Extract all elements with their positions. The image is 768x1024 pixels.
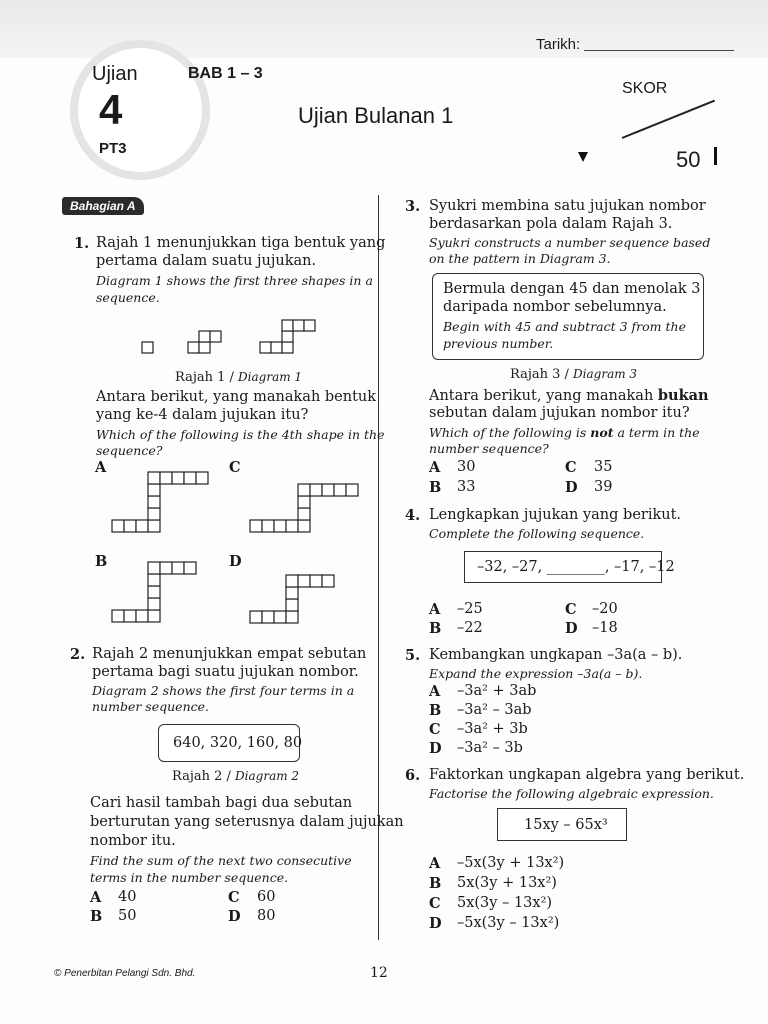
q3-option-b-label: B: [429, 479, 442, 496]
q1-option-a-shape: [110, 470, 220, 535]
test-number: 4: [99, 86, 123, 133]
q2-option-a: 40: [118, 889, 137, 905]
page-number: 12: [370, 965, 388, 981]
q4-option-b: –22: [457, 620, 483, 636]
q6-expression-box: [497, 808, 627, 841]
date-line: [584, 50, 734, 51]
q2-text-en-1: Diagram 2 shows the first four terms in a: [92, 683, 355, 698]
q2-option-b-label: B: [90, 908, 103, 925]
diagram-1-caption: Rajah 1 / Diagram 1: [175, 370, 303, 385]
q1-number: 1.: [74, 235, 90, 252]
shape-3: [260, 320, 315, 353]
q1-text-en-2: sequence.: [96, 290, 160, 305]
q2-option-c: 60: [257, 889, 276, 905]
q4-option-d-label: D: [565, 620, 578, 637]
q1-text-ms-1: Rajah 1 menunjukkan tiga bentuk yang: [96, 235, 386, 251]
score-marker-right: [714, 147, 717, 165]
q1-option-d-shape: [248, 573, 343, 625]
q4-number: 4.: [405, 507, 421, 524]
q2-text-ms-1: Rajah 2 menunjukkan empat sebutan: [92, 646, 367, 662]
q2-number: 2.: [70, 646, 86, 663]
q4-sequence-box: [464, 551, 675, 583]
q3-stem-1: Antara berikut, yang manakah bukan: [429, 387, 709, 404]
q1-stem-ms-2: yang ke-4 dalam jujukan itu?: [96, 407, 309, 423]
q2-text-en-2: number sequence.: [92, 699, 209, 714]
shape-1: [142, 342, 153, 353]
q3-option-d: 39: [594, 479, 613, 495]
score-label: SKOR: [622, 80, 668, 97]
score-total: 50: [676, 147, 701, 172]
q2-stem-1: Cari hasil tambah bagi dua sebutan: [90, 795, 353, 811]
test-badge: [70, 40, 210, 180]
q3-option-d-label: D: [565, 479, 578, 496]
q2-option-d: 80: [257, 908, 276, 924]
q2-stem-2: berturutan yang seterusnya dalam jujukan: [90, 814, 404, 830]
q3-text-en-2: on the pattern in Diagram 3.: [429, 251, 611, 266]
q2-option-a-label: A: [90, 889, 102, 906]
diagram-3-ms-2: daripada nombor sebelumnya.: [443, 299, 667, 315]
q1-option-c-label: C: [229, 459, 241, 476]
q6-option-d: –5x(3y – 13x²): [457, 915, 560, 931]
q1-stem-ms-1: Antara berikut, yang manakah bentuk: [96, 389, 377, 405]
shape-2: [188, 331, 221, 353]
q4-sequence: –32, –27, ________, –17, –12: [477, 559, 675, 575]
q3-text-ms-2: berdasarkan pola dalam Rajah 3.: [429, 216, 673, 232]
q3-option-a: 30: [457, 459, 476, 475]
q3-option-a-label: A: [429, 459, 441, 476]
q1-option-a-label: A: [95, 459, 107, 476]
q5-text-ms: Kembangkan ungkapan –3a(a – b).: [429, 647, 683, 663]
q5-option-d: –3a² – 3b: [457, 740, 523, 756]
q2-text-ms-2: pertama bagi suatu jujukan nombor.: [92, 664, 359, 680]
q5-number: 5.: [405, 647, 421, 664]
score-slash: [622, 100, 715, 139]
q3-option-b: 33: [457, 479, 476, 495]
q3-stem-2: sebutan dalam jujukan nombor itu?: [429, 405, 690, 421]
q2-option-b: 50: [118, 908, 137, 924]
q4-text-en: Complete the following sequence.: [429, 526, 645, 541]
q3-stem-en-2: number sequence?: [429, 441, 549, 456]
q6-option-d-label: D: [429, 915, 442, 932]
diagram-2-box: [158, 724, 303, 762]
q6-number: 6.: [405, 767, 421, 784]
q4-option-d: –18: [592, 620, 618, 636]
q5-option-a-label: A: [429, 683, 441, 700]
q4-option-b-label: B: [429, 620, 442, 637]
diagram-3-box: [432, 273, 704, 360]
q2-option-c-label: C: [228, 889, 240, 906]
q3-option-c-label: C: [565, 459, 577, 476]
q5-option-c-label: C: [429, 721, 441, 738]
q6-option-c-label: C: [429, 895, 441, 912]
test-label: Ujian: [92, 63, 138, 85]
diagram-3-caption: Rajah 3 / Diagram 3: [510, 367, 638, 382]
q6-text-ms: Faktorkan ungkapan algebra yang berikut.: [429, 767, 745, 783]
q5-option-c: –3a² + 3b: [457, 721, 528, 737]
q1-option-d-label: D: [229, 553, 242, 570]
q1-option-b-label: B: [95, 553, 108, 570]
q1-text-ms-2: pertama dalam suatu jujukan.: [96, 253, 317, 269]
q4-option-a: –25: [457, 601, 483, 617]
q6-option-b: 5x(3y + 13x²): [457, 875, 557, 891]
q5-text-en: Expand the expression –3a(a – b).: [429, 666, 643, 681]
chapter-label: BAB 1 – 3: [188, 65, 263, 82]
q6-option-b-label: B: [429, 875, 442, 892]
diagram-2-caption: Rajah 2 / Diagram 2: [172, 769, 300, 784]
q1-option-c-shape: [248, 482, 363, 537]
q2-stem-en-1: Find the sum of the next two consecutive: [90, 853, 352, 868]
q6-option-a-label: A: [429, 855, 441, 872]
diagram-3-ms-1: Bermula dengan 45 dan menolak 3: [443, 281, 701, 297]
q6-option-c: 5x(3y – 13x²): [457, 895, 553, 911]
score-marker-left: [578, 152, 588, 162]
q2-stem-en-2: terms in the number sequence.: [90, 870, 289, 885]
diagram-3-en-2: previous number.: [443, 336, 554, 351]
q5-option-b-label: B: [429, 702, 442, 719]
q4-text-ms: Lengkapkan jujukan yang berikut.: [429, 507, 682, 523]
diagram-3-en-1: Begin with 45 and subtract 3 from the: [443, 319, 686, 334]
q1-stem-en-2: sequence?: [96, 443, 163, 458]
pt3-label: PT3: [99, 140, 127, 157]
q2-option-d-label: D: [228, 908, 241, 925]
diagram-2-terms: 640, 320, 160, 80: [173, 735, 303, 751]
diagram-1: [130, 310, 330, 360]
q3-stem-en-1: Which of the following is not a term in the: [429, 425, 700, 440]
q4-option-c: –20: [592, 601, 618, 617]
publisher-credit: © Penerbitan Pelangi Sdn. Bhd.: [54, 968, 196, 979]
q3-option-c: 35: [594, 459, 613, 475]
q6-text-en: Factorise the following algebraic expression.: [429, 786, 714, 801]
page-title: Ujian Bulanan 1: [298, 103, 454, 128]
q3-text-en-1: Syukri constructs a number sequence based: [429, 235, 711, 250]
q5-option-a: –3a² + 3ab: [457, 683, 537, 699]
q1-option-b-shape: [110, 560, 200, 625]
section-label: Bahagian A: [62, 197, 144, 215]
q5-option-d-label: D: [429, 740, 442, 757]
q3-text-ms-1: Syukri membina satu jujukan nombor: [429, 198, 706, 214]
q2-stem-3: nombor itu.: [90, 833, 176, 849]
q6-expression: 15xy – 65x³: [524, 817, 608, 833]
q1-stem-en-1: Which of the following is the 4th shape in the: [96, 427, 385, 442]
q4-option-a-label: A: [429, 601, 441, 618]
q3-number: 3.: [405, 198, 421, 215]
q6-option-a: –5x(3y + 13x²): [457, 855, 565, 871]
q1-text-en-1: Diagram 1 shows the first three shapes in a: [96, 273, 373, 288]
date-label: Tarikh:: [536, 36, 581, 53]
q5-option-b: –3a² – 3ab: [457, 702, 532, 718]
q4-option-c-label: C: [565, 601, 577, 618]
